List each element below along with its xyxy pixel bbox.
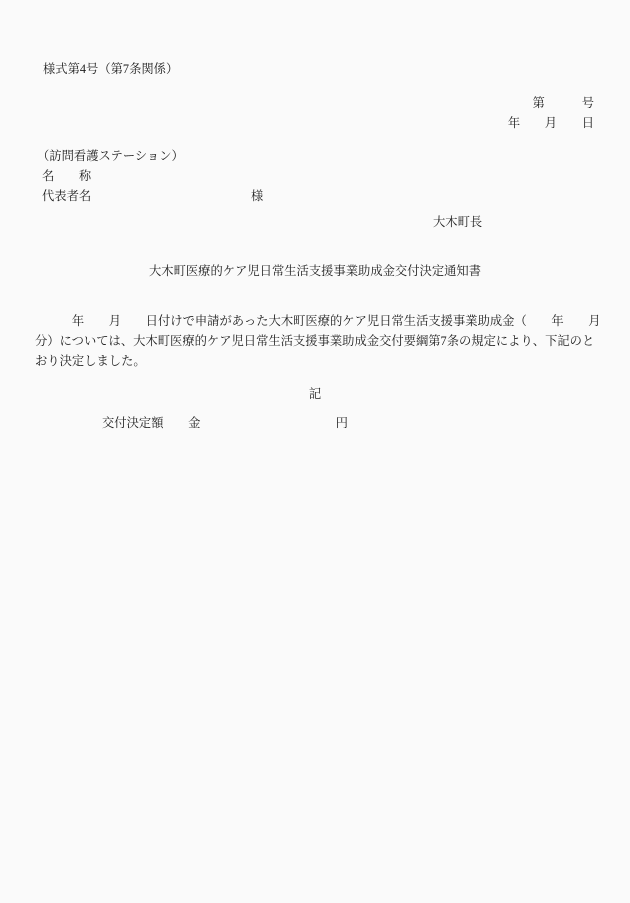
document-title: 大木町医療的ケア児日常生活支援事業助成金交付決定通知書 bbox=[148, 264, 482, 278]
form-number-label: 様式第4号（第7条関係） bbox=[43, 62, 179, 76]
addressee-station-label: （訪問看護ステーション） bbox=[37, 149, 184, 163]
sender-mayor-label: 大木町長 bbox=[433, 215, 483, 229]
body-paragraph-line-1: 年 月 日付けで申請があった大木町医療的ケア児日常生活支援事業助成金（ 年 月 bbox=[35, 314, 601, 328]
grant-amount-line: 交付決定額 金 円 bbox=[102, 416, 348, 430]
addressee-representative-line: 代表者名 様 bbox=[42, 189, 264, 203]
document-number-line: 第 号 bbox=[532, 96, 594, 110]
note-heading: 記 bbox=[308, 387, 322, 401]
issue-date-line: 年 月 日 bbox=[507, 116, 594, 130]
body-paragraph-line-2: 分）については、大木町医療的ケア児日常生活支援事業助成金交付要綱第7条の規定により、下記のと bbox=[35, 334, 595, 348]
body-paragraph-line-3: おり決定しました。 bbox=[35, 354, 146, 368]
addressee-name-label: 名 称 bbox=[42, 169, 92, 183]
